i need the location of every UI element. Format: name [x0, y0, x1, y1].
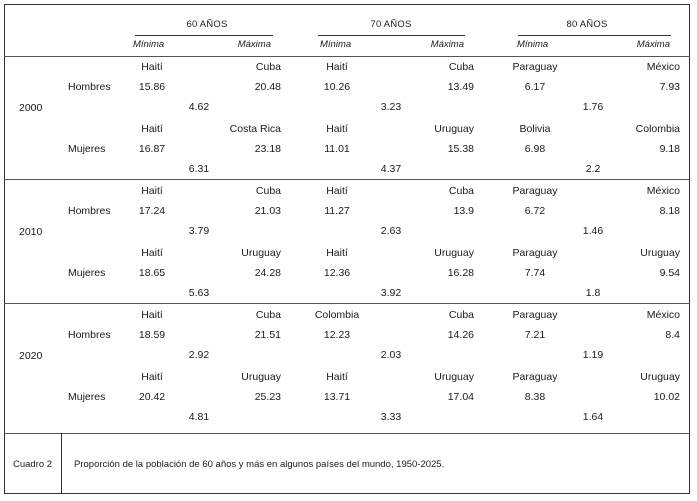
difference-value: 1.19: [582, 349, 604, 361]
max-country: Cuba: [448, 185, 474, 197]
min-country: Paraguay: [512, 309, 558, 321]
difference-value: 3.92: [380, 287, 402, 299]
max-country: Uruguay: [434, 123, 474, 135]
min-country: Haití: [326, 61, 348, 73]
min-country: Colombia: [314, 309, 360, 321]
group-header: 80 AÑOS: [566, 19, 608, 30]
difference-value: 2.2: [585, 163, 601, 175]
min-value: 6.72: [524, 205, 546, 217]
sex-label: Mujeres: [68, 391, 106, 403]
min-value: 11.01: [324, 143, 350, 155]
year-label: 2000: [19, 102, 43, 114]
group-underline: [135, 35, 273, 36]
min-country: Haití: [141, 309, 163, 321]
difference-value: 3.79: [188, 225, 210, 237]
difference-value: 1.8: [585, 287, 601, 299]
max-value: 13.49: [447, 81, 474, 93]
min-header: Mínima: [133, 39, 165, 50]
min-country: Bolivia: [519, 123, 551, 135]
difference-value: 4.81: [188, 411, 210, 423]
min-value: 8.38: [524, 391, 546, 403]
max-country: Cuba: [255, 61, 281, 73]
min-value: 6.98: [524, 143, 546, 155]
max-country: México: [646, 309, 680, 321]
max-value: 25.23: [254, 391, 281, 403]
min-value: 17.24: [138, 205, 166, 217]
min-country: Paraguay: [512, 185, 558, 197]
row-separator: [4, 433, 690, 434]
max-value: 23.18: [254, 143, 281, 155]
min-value: 20.42: [138, 391, 166, 403]
group-underline: [518, 35, 671, 36]
min-country: Haití: [326, 185, 348, 197]
caption-label: Cuadro 2: [13, 459, 53, 470]
max-country: Uruguay: [640, 371, 680, 383]
min-country: Haití: [141, 123, 163, 135]
row-separator: [4, 179, 690, 180]
min-country: Haití: [326, 371, 348, 383]
max-value: 13.9: [453, 205, 474, 217]
min-value: 18.59: [138, 329, 166, 341]
max-value: 7.93: [659, 81, 680, 93]
min-value: 15.86: [138, 81, 166, 93]
min-header: Mínima: [320, 39, 352, 50]
difference-value: 1.64: [582, 411, 604, 423]
sex-label: Mujeres: [68, 143, 106, 155]
max-country: Costa Rica: [229, 123, 281, 135]
max-country: Cuba: [448, 309, 474, 321]
group-header: 70 AÑOS: [370, 19, 412, 30]
sex-label: Hombres: [68, 81, 111, 93]
max-value: 20.48: [254, 81, 281, 93]
difference-value: 2.63: [380, 225, 402, 237]
max-country: México: [646, 61, 680, 73]
max-country: Uruguay: [241, 247, 281, 259]
max-value: 15.38: [447, 143, 474, 155]
max-country: Uruguay: [434, 247, 474, 259]
min-country: Haití: [141, 371, 163, 383]
min-country: Haití: [141, 247, 163, 259]
min-value: 12.23: [323, 329, 351, 341]
min-value: 7.74: [524, 267, 546, 279]
min-value: 7.21: [524, 329, 546, 341]
max-country: Uruguay: [640, 247, 680, 259]
group-header: 60 AÑOS: [186, 19, 228, 30]
min-header: Mínima: [517, 39, 549, 50]
difference-value: 6.31: [188, 163, 210, 175]
sex-label: Hombres: [68, 329, 111, 341]
sex-label: Hombres: [68, 205, 111, 217]
max-country: Colombia: [635, 123, 680, 135]
max-header: Máxima: [430, 39, 464, 50]
max-value: 14.26: [447, 329, 474, 341]
min-country: Paraguay: [512, 371, 558, 383]
difference-value: 3.33: [380, 411, 402, 423]
min-value: 11.27: [324, 205, 350, 217]
min-value: 12.36: [323, 267, 351, 279]
difference-value: 1.46: [582, 225, 604, 237]
year-label: 2020: [19, 350, 43, 362]
min-country: Haití: [326, 247, 348, 259]
min-country: Haití: [141, 61, 163, 73]
min-country: Paraguay: [512, 247, 558, 259]
max-country: Uruguay: [241, 371, 281, 383]
min-value: 10.26: [323, 81, 351, 93]
max-value: 9.18: [659, 143, 680, 155]
row-separator: [4, 56, 690, 57]
min-value: 18.65: [138, 267, 166, 279]
caption-divider: [61, 433, 62, 494]
difference-value: 4.62: [188, 101, 210, 113]
max-value: 21.51: [254, 329, 281, 341]
year-label: 2010: [19, 226, 43, 238]
min-country: Haití: [141, 185, 163, 197]
max-value: 8.4: [665, 329, 680, 341]
group-underline: [318, 35, 465, 36]
min-value: 16.87: [138, 143, 166, 155]
difference-value: 1.76: [582, 101, 604, 113]
min-value: 6.17: [524, 81, 546, 93]
max-header: Máxima: [237, 39, 271, 50]
max-header: Máxima: [636, 39, 670, 50]
max-value: 8.18: [659, 205, 680, 217]
difference-value: 2.03: [380, 349, 402, 361]
min-country: Paraguay: [512, 61, 558, 73]
caption-text: Proporción de la población de 60 años y más en algunos países del mundo, 1950-2025.: [74, 459, 445, 470]
max-country: Cuba: [255, 309, 281, 321]
max-country: Cuba: [448, 61, 474, 73]
difference-value: 3.23: [380, 101, 402, 113]
max-value: 17.04: [447, 391, 474, 403]
max-value: 24.28: [254, 267, 281, 279]
sex-label: Mujeres: [68, 267, 106, 279]
difference-value: 4.37: [380, 163, 402, 175]
max-value: 16.28: [447, 267, 474, 279]
row-separator: [4, 303, 690, 304]
min-country: Haití: [326, 123, 348, 135]
difference-value: 2.92: [188, 349, 210, 361]
max-country: Cuba: [255, 185, 281, 197]
max-value: 21.03: [254, 205, 281, 217]
max-value: 10.02: [653, 391, 680, 403]
max-country: Uruguay: [434, 371, 474, 383]
min-value: 13.71: [323, 391, 351, 403]
max-value: 9.54: [659, 267, 680, 279]
max-country: México: [646, 185, 680, 197]
difference-value: 5.63: [188, 287, 210, 299]
